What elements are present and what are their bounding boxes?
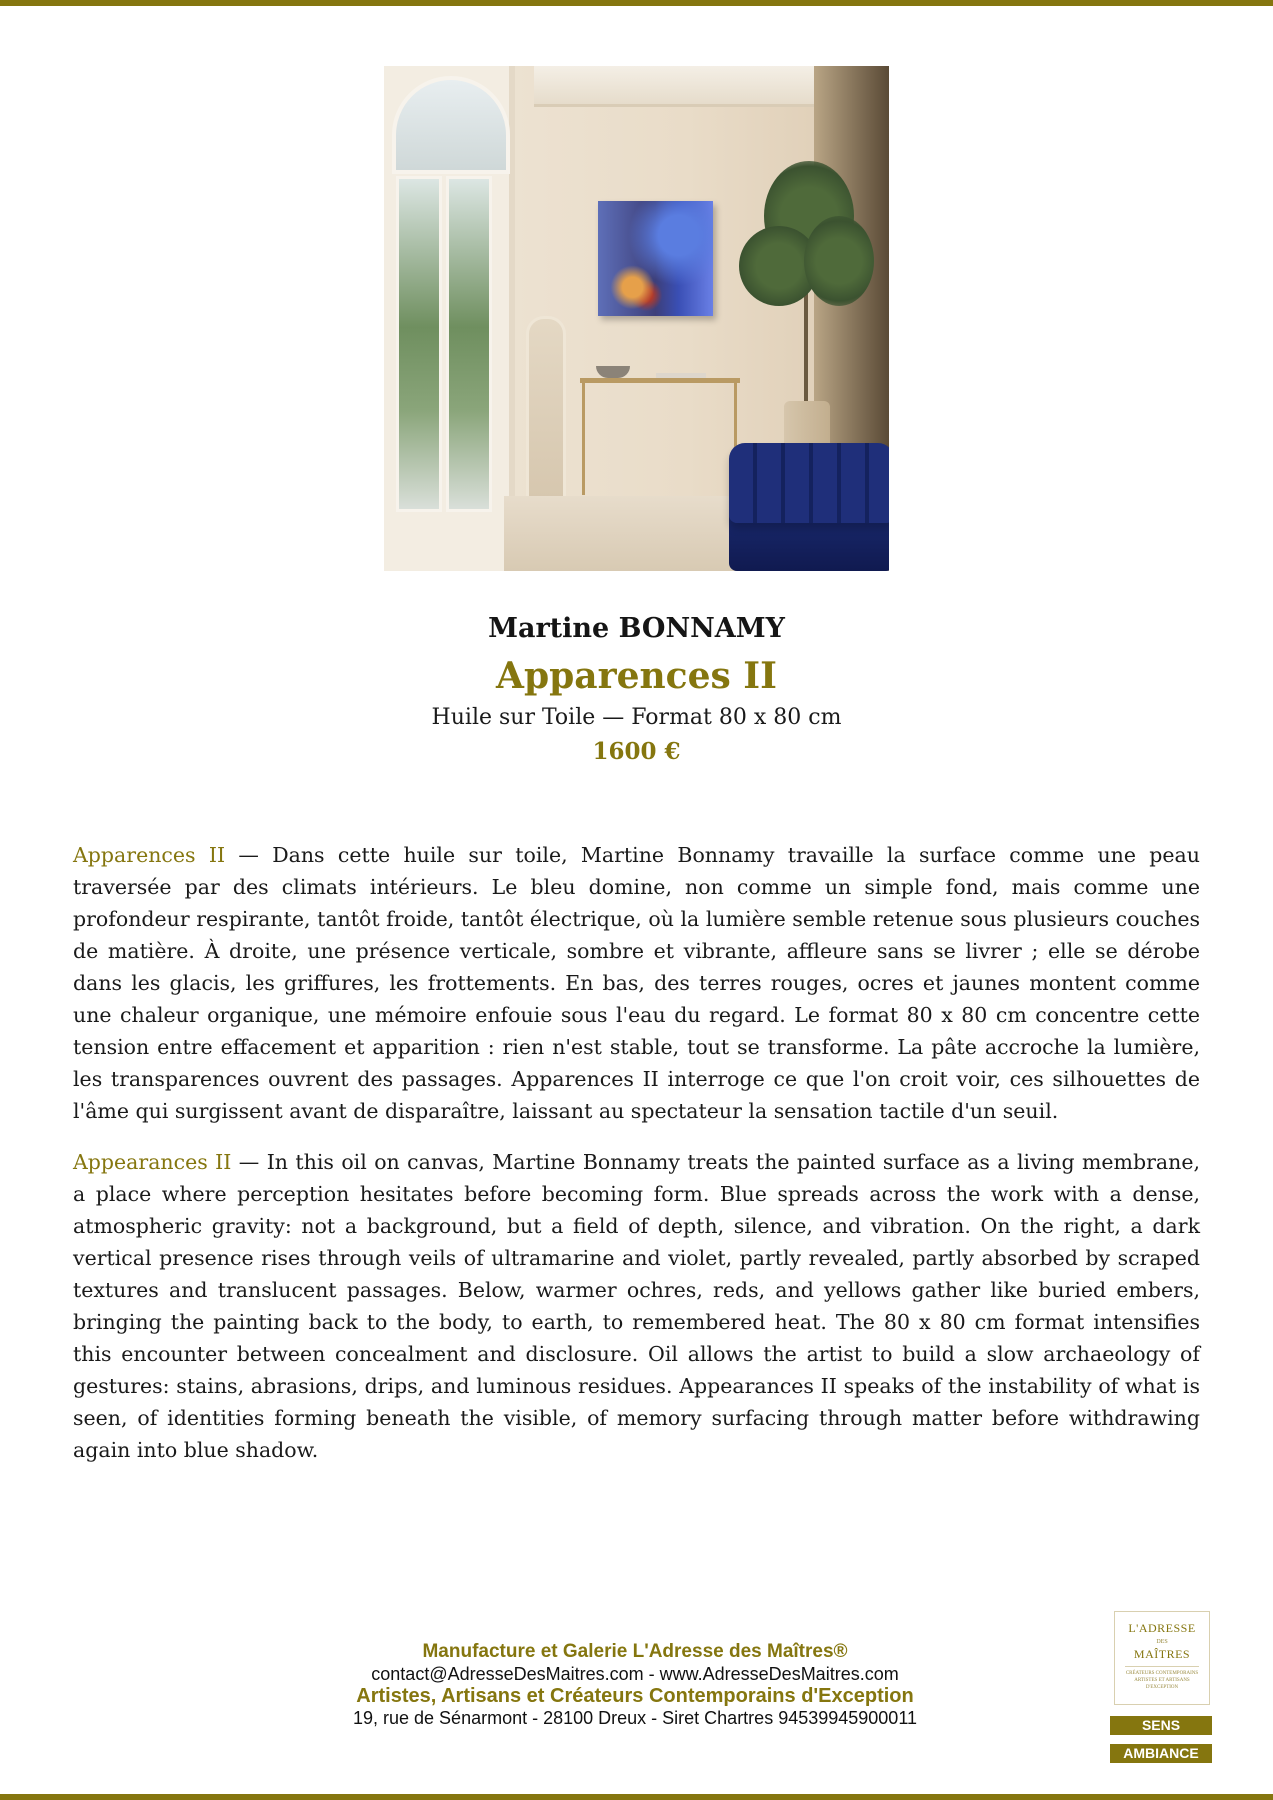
artwork-medium: Huile sur Toile — Format 80 x 80 cm (431, 705, 842, 730)
console-leg-left (582, 383, 585, 495)
description-fr-lead: Apparences II (73, 843, 226, 867)
footer-address: 19, rue de Sénarmont - 28100 Dreux - Siret Chartres 94539945900011 (352, 1708, 918, 1728)
logo-line-1: L'ADRESSE (1128, 1621, 1196, 1635)
logo-line-3: MAÎTRES (1133, 1647, 1191, 1661)
footer-company: Manufacture et Galerie L'Adresse des Maîtres® (422, 1641, 848, 1662)
description-en (73, 1146, 1200, 1466)
top-accent-bar (0, 0, 1273, 6)
artwork-title: Apparences II (496, 655, 777, 697)
ceiling (534, 66, 844, 107)
window-glass-left (396, 176, 442, 512)
artwork-price: 1600 € (592, 738, 681, 765)
window-glass-right (446, 176, 492, 512)
description-en-lead: Appearances II (73, 1150, 232, 1174)
logo-line-4: CRÉATEURS CONTEMPORAINS ARTISTES ET ARTISANS D'EXCEPTION (1125, 1671, 1199, 1690)
painting-on-wall (598, 201, 713, 316)
bottom-accent-bar (0, 1794, 1273, 1800)
description-fr-text: — Dans cette huile sur toile, Martine Bonnamy travaille la surface comme une peau traversée par des climats intérieurs. Le bleu domine, non comme un simple fond, mais comme une profondeur respirante, tantôt froide, tantôt électrique, où la lumière semble retenue sous plusieurs couches de matière. À droite, une présence verticale, sombre et vibrante, affleure sans se livrer ; elle se dérobe dans les glacis, les griffures, les frottements. En bas, des terres rouges, ocres et jaunes montent comme une chaleur organique, une mémoire enfouie sous l'eau du regard. Le format 80 x 80 cm concentre cette tension entre effacement et apparition : rien n'est stable, tout se transforme. La pâte accroche la lumière, les transparences ouvrent des passages. Apparences II interroge ce que l'on croit voir, ces silhouettes de l'âme qui surgissent avant de disparaître, laissant au spectateur la sensation tactile d'un seuil. (73, 843, 1200, 1123)
badge-ambiance: AMBIANCE (1110, 1744, 1212, 1763)
decor-bowl (596, 366, 630, 378)
gallery-logo (1114, 1611, 1210, 1705)
footer (185, 1641, 1085, 1729)
console-table (580, 378, 740, 383)
artwork-room-photo (384, 66, 889, 571)
velvet-bench (729, 443, 889, 523)
artist-name: Martine BONNAMY (488, 613, 785, 644)
tree-foliage (804, 216, 874, 306)
badge-sens: SENS (1110, 1716, 1212, 1735)
footer-tagline: Artistes, Artisans et Créateurs Contemporains d'Exception (356, 1685, 914, 1707)
logo-divider (1125, 1666, 1199, 1667)
logo-line-2: DES (1156, 1639, 1168, 1645)
description-en-text: — In this oil on canvas, Martine Bonnamy treats the painted surface as a living membrane, a place where perception hesitates before becoming form. Blue spreads across the work with a dense, atmospheric gravity: not a background, but a field of depth, silence, and vibration. On the right, a dark vertical presence rises through veils of ultramarine and violet, partly revealed, partly absorbed by scraped textures and translucent passages. Below, warmer ochres, reds, and yellows gather like buried embers, bringing the painting back to the body, to earth, to remembered heat. The 80 x 80 cm format intensifies this encounter between concealment and disclosure. Oil allows the artist to build a slow archaeology of gestures: stains, abrasions, drips, and luminous residues. Appearances II speaks of the instability of what is seen, of identities forming beneath the visible, of memory surfacing through matter before withdrawing again into blue shadow. (73, 1150, 1200, 1462)
decor-book (656, 373, 706, 378)
description-fr (73, 839, 1200, 1127)
footer-contact: contact@AdresseDesMaitres.com - www.AdresseDesMaitres.com (371, 1664, 899, 1684)
